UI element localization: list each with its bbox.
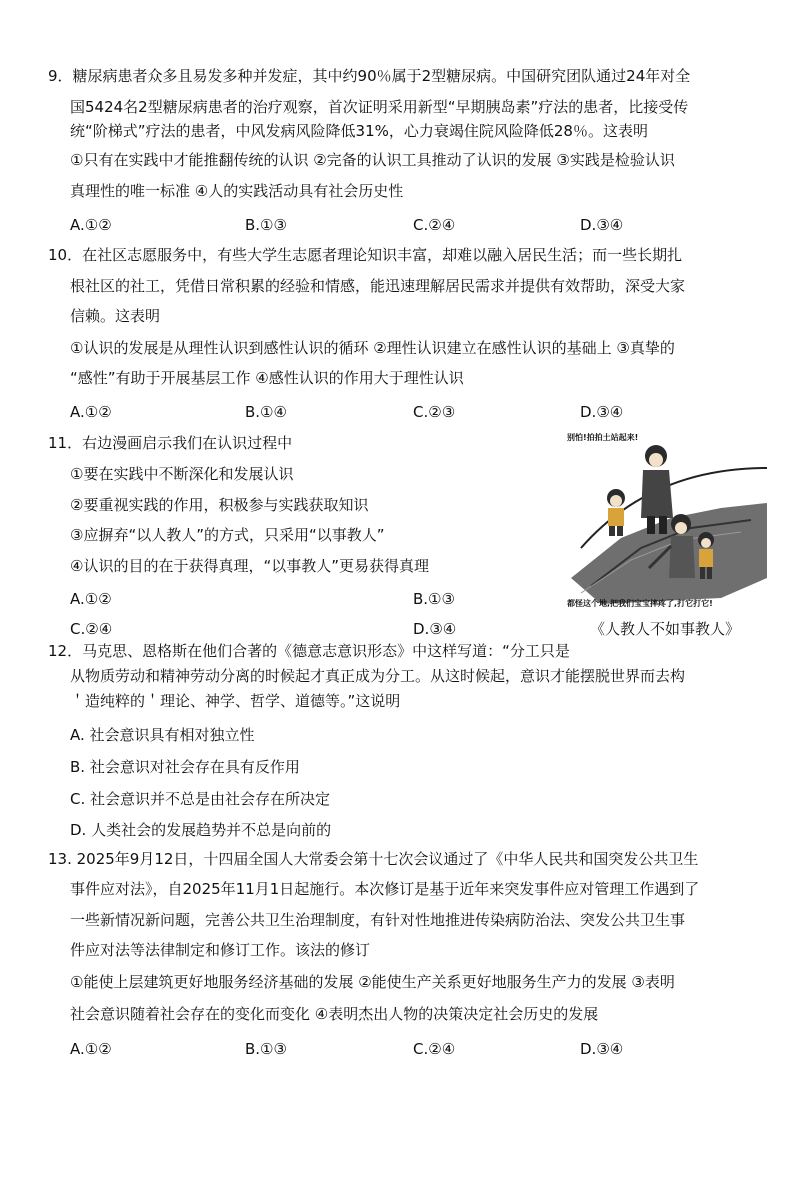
question-13-option-a[interactable]: A.①② (70, 1040, 112, 1058)
question-13-option-d[interactable]: D.③④ (580, 1040, 624, 1058)
question-9-statement-line: 真理性的唯一标准 ④人的实践活动具有社会历史性 (70, 182, 404, 200)
question-11-statement-line: ②要重视实践的作用，积极参与实践获取知识 (70, 496, 369, 514)
question-13-option-c[interactable]: C.②④ (413, 1040, 456, 1058)
question-11-option-d[interactable]: D.③④ (413, 620, 457, 638)
question-12-option-d[interactable]: D. 人类社会的发展趋势并不总是向前的 (70, 821, 332, 839)
question-10-statement-line: ①认识的发展是从理性认识到感性认识的循环 ②理性认识建立在感性认识的基础上 ③真挚的 (70, 339, 675, 357)
question-10-option-d[interactable]: D.③④ (580, 403, 624, 421)
question-10-statement-line: “感性”有助于开展基层工作 ④感性认识的作用大于理性认识 (70, 369, 464, 387)
question-11-statement-line: ④认识的目的在于获得真理，“以事教人”更易获得真理 (70, 557, 429, 575)
question-13-statement-line: ①能使上层建筑更好地服务经济基础的发展 ②能使生产关系更好地服务生产力的发展 ③表明 (70, 973, 675, 991)
question-10-stem-line: 信赖。这表明 (70, 307, 161, 325)
question-10-option-b[interactable]: B.①④ (245, 403, 287, 421)
question-11-stem-line: 11．右边漫画启示我们在认识过程中 (48, 434, 293, 452)
question-9-option-b[interactable]: B.①③ (245, 216, 287, 234)
question-11-statement-line: ③应摒弃“以人教人”的方式，只采用“以事教人” (70, 526, 385, 544)
question-12-stem-line: 12．马克思、恩格斯在他们合著的《德意志意识形态》中这样写道：“分工只是 (48, 642, 570, 660)
question-9-stem-line: 9．糖尿病患者众多且易发多种并发症，其中约90％属于2型糖尿病。中国研究团队通过24年对全 (48, 67, 691, 85)
question-10-option-c[interactable]: C.②③ (413, 403, 456, 421)
cartoon-caption-top: 别怕!拍拍土站起来! (567, 433, 639, 442)
question-9-option-c[interactable]: C.②④ (413, 216, 456, 234)
question-13-stem-line: 事件应对法》，自2025年11月1日起施行。本次修订是基于近年来突发事件应对管理工作遇到了 (70, 880, 700, 898)
cartoon-title: 《人教人不如事教人》 (590, 620, 741, 638)
question-13-option-b[interactable]: B.①③ (245, 1040, 287, 1058)
question-12-option-a[interactable]: A. 社会意识具有相对独立性 (70, 726, 255, 744)
question-13-statement-line: 社会意识随着社会存在的变化而变化 ④表明杰出人物的决策决定社会历史的发展 (70, 1005, 599, 1023)
question-9-option-d[interactable]: D.③④ (580, 216, 624, 234)
question-12-option-b[interactable]: B. 社会意识对社会存在具有反作用 (70, 758, 300, 776)
question-10-stem-line: 根社区的社工，凭借日常积累的经验和情感，能迅速理解居民需求并提供有效帮助，深受大家 (70, 277, 686, 295)
question-9-stem-line: 统“阶梯式”疗法的患者，中风发病风险降低31%，心力衰竭住院风险降低28％。这表明 (70, 122, 648, 140)
question-12-option-c[interactable]: C. 社会意识并不总是由社会存在所决定 (70, 790, 331, 808)
question-9-option-a[interactable]: A.①② (70, 216, 112, 234)
question-11-option-b[interactable]: B.①③ (413, 590, 455, 608)
question-11-option-a[interactable]: A.①② (70, 590, 112, 608)
cartoon-caption-bottom: 都怪这个地,把我们宝宝摔疼了,打它打它! (567, 599, 713, 608)
question-11-statement-line: ①要在实践中不断深化和发展认识 (70, 465, 294, 483)
cartoon-illustration (561, 428, 769, 614)
question-10-stem-line: 10．在社区志愿服务中，有些大学生志愿者理论知识丰富，却难以融入居民生活；而一些长期扎 (48, 246, 683, 264)
question-12-stem-line: 从物质劳动和精神劳动分离的时候起才真正成为分工。从这时候起，意识才能摆脱世界而去构 (70, 667, 686, 685)
question-9-statement-line: ①只有在实践中才能推翻传统的认识 ②完备的认识工具推动了认识的发展 ③实践是检验认识 (70, 151, 675, 169)
question-10-option-a[interactable]: A.①② (70, 403, 112, 421)
question-12-stem-line: ＇造纯粹的＇理论、神学、哲学、道德等。”这说明 (70, 692, 401, 710)
question-13-stem-line: 13. 2025年9月12日，十四届全国人大常委会第十七次会议通过了《中华人民共和国突发公共卫生 (48, 850, 699, 868)
question-13-stem-line: 一些新情况新问题，完善公共卫生治理制度，有针对性地推进传染病防治法、突发公共卫生事 (70, 911, 686, 929)
question-13-stem-line: 件应对法等法律制定和修订工作。该法的修订 (70, 941, 371, 959)
question-9-stem-line: 国5424名2型糖尿病患者的治疗观察，首次证明采用新型“早期胰岛素”疗法的患者，比接受传 (70, 98, 689, 116)
question-11-option-c[interactable]: C.②④ (70, 620, 113, 638)
